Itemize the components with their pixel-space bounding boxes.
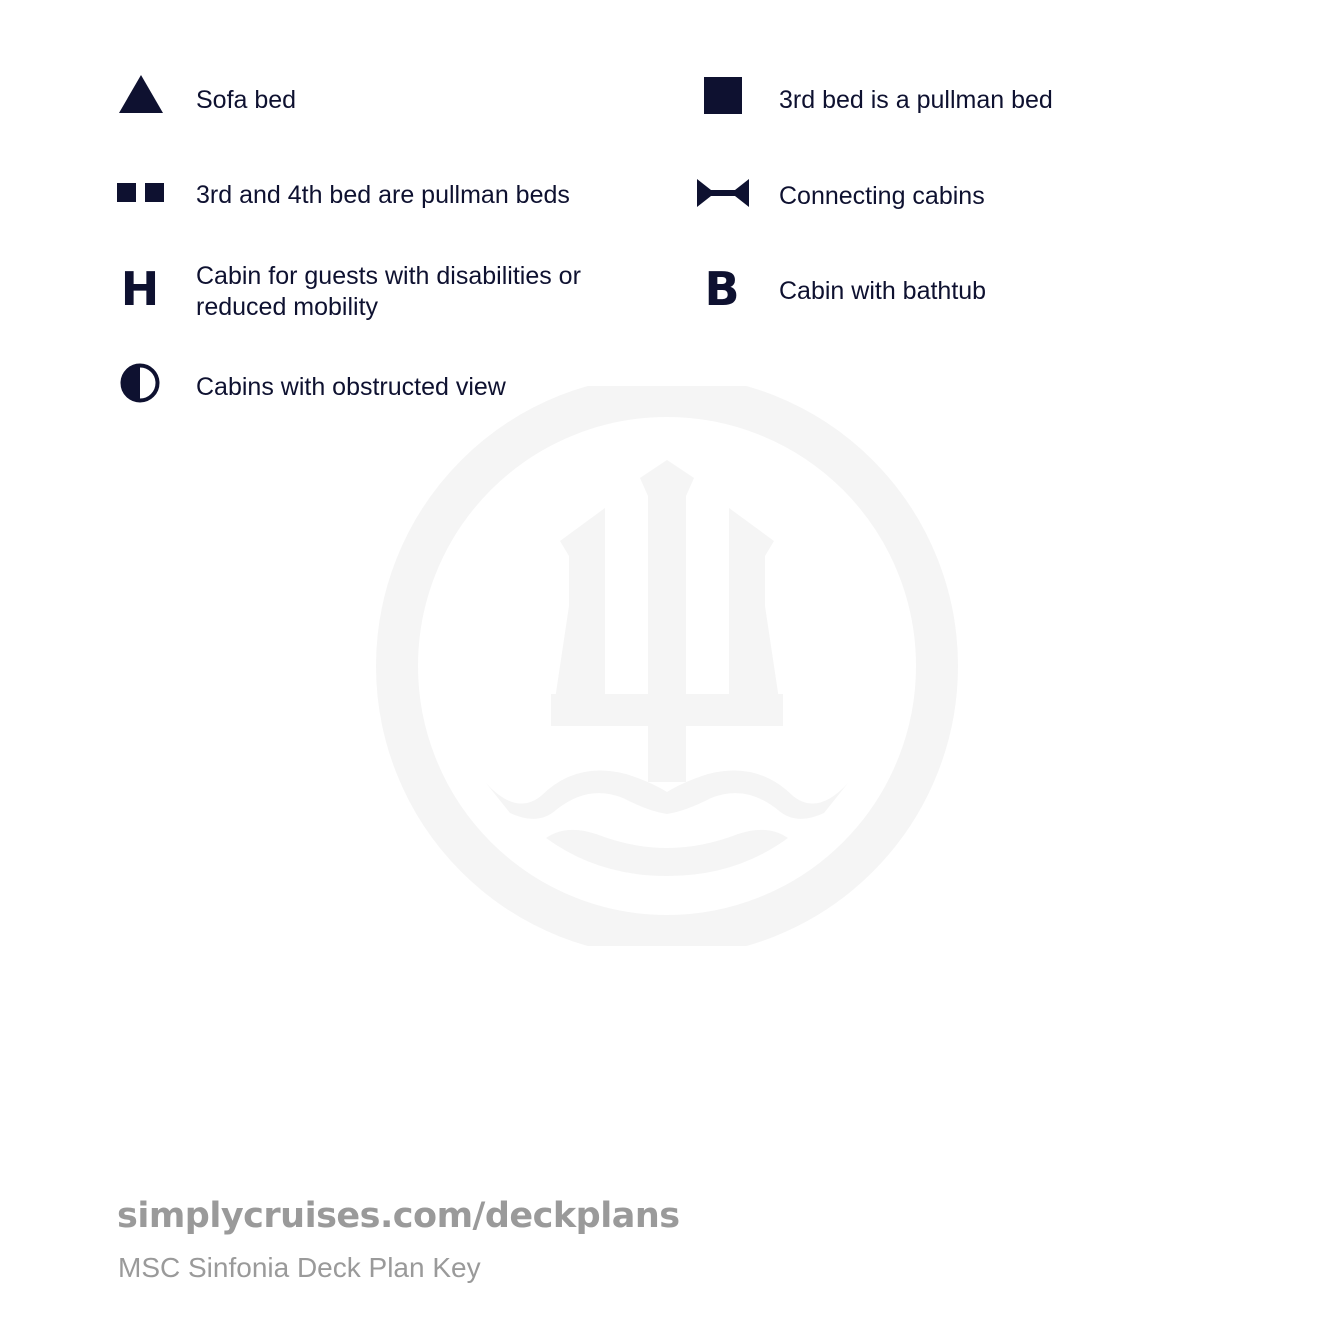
footer-caption: MSC Sinfonia Deck Plan Key bbox=[118, 1252, 481, 1283]
double-square-icon bbox=[117, 182, 165, 204]
legend-label-pullman-beds: 3rd and 4th bed are pullman beds bbox=[196, 181, 570, 209]
connecting-bowtie-icon bbox=[696, 178, 750, 208]
legend-label-bathtub: Cabin with bathtub bbox=[779, 277, 987, 305]
h-letter-icon: H bbox=[120, 262, 160, 316]
legend-label-pullman-bed: 3rd bed is a pullman bed bbox=[779, 86, 1053, 114]
triangle-icon bbox=[118, 74, 164, 114]
b-letter-icon: B bbox=[704, 262, 740, 316]
footer-url: simplycruises.com/deckplans bbox=[117, 1196, 680, 1236]
trident-watermark-icon bbox=[376, 386, 958, 946]
legend-label-accessible-cabin: Cabin for guests with disabilities or reduced mobility bbox=[196, 262, 581, 321]
half-circle-icon bbox=[119, 362, 161, 404]
legend-label-sofa-bed: Sofa bed bbox=[196, 86, 297, 114]
square-icon bbox=[703, 76, 743, 114]
legend-label-connecting-cabins: Connecting cabins bbox=[779, 182, 985, 210]
legend-label-obstructed-view: Cabins with obstructed view bbox=[196, 373, 506, 401]
